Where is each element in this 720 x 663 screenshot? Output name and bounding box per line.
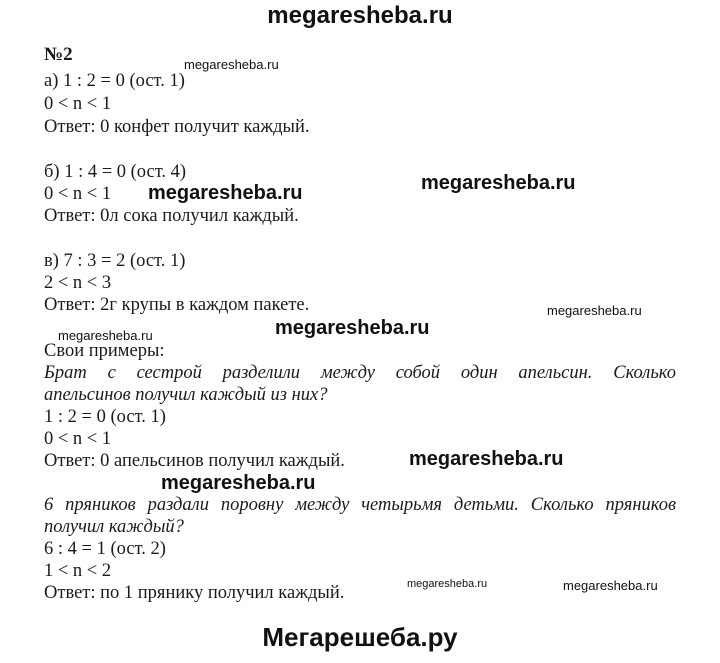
example-2-equation: 6 : 4 = 1 (ост. 2) [44, 539, 166, 559]
example-2-question-line2: получил каждый? [44, 517, 184, 537]
example-1-inequality: 0 < n < 1 [44, 429, 112, 449]
watermark: megaresheba.ru [161, 472, 316, 494]
example-2-answer: Ответ: по 1 прянику получил каждый. [44, 583, 345, 603]
part-b-equation: б) 1 : 4 = 0 (ост. 4) [44, 162, 187, 182]
part-b-answer: Ответ: 0л сока получил каждый. [44, 206, 299, 226]
site-header: megaresheba.ru [267, 2, 453, 29]
part-a-answer: Ответ: 0 конфет получит каждый. [44, 117, 310, 137]
example-1-equation: 1 : 2 = 0 (ост. 1) [44, 407, 166, 427]
part-b-inequality: 0 < n < 1 [44, 184, 112, 204]
example-1-question-line1: Брат с сестрой разделили между собой один апельсин. Сколько [44, 363, 676, 383]
part-v-answer: Ответ: 2г крупы в каждом пакете. [44, 295, 310, 315]
watermark: megaresheba.ru [407, 578, 488, 590]
example-1-answer: Ответ: 0 апельсинов получил каждый. [44, 451, 345, 471]
example-2-question [44, 494, 676, 538]
example-1-question-line2: апельсинов получил каждый из них? [44, 385, 328, 405]
watermark: megaresheba.ru [547, 303, 642, 318]
own-examples-label: Свои примеры: [44, 341, 165, 361]
watermark: megaresheba.ru [421, 172, 576, 194]
task-number: №2 [44, 44, 73, 65]
watermark: megaresheba.ru [184, 57, 279, 72]
part-v-equation: в) 7 : 3 = 2 (ост. 1) [44, 251, 186, 271]
watermark: megaresheba.ru [563, 578, 658, 593]
part-v-inequality: 2 < n < 3 [44, 273, 112, 293]
watermark: megaresheba.ru [58, 328, 153, 343]
watermark: megaresheba.ru [275, 317, 430, 339]
watermark: megaresheba.ru [148, 182, 303, 204]
site-footer: Мегарешеба.ру [262, 622, 458, 652]
part-a-inequality: 0 < n < 1 [44, 94, 112, 114]
part-a-equation: а) 1 : 2 = 0 (ост. 1) [44, 71, 185, 91]
watermark: megaresheba.ru [409, 448, 564, 470]
example-1-question [44, 362, 676, 406]
example-2-question-line1: 6 пряников раздали поровну между четырьмя детьми. Сколько пряников [44, 495, 676, 515]
example-2-inequality: 1 < n < 2 [44, 561, 112, 581]
